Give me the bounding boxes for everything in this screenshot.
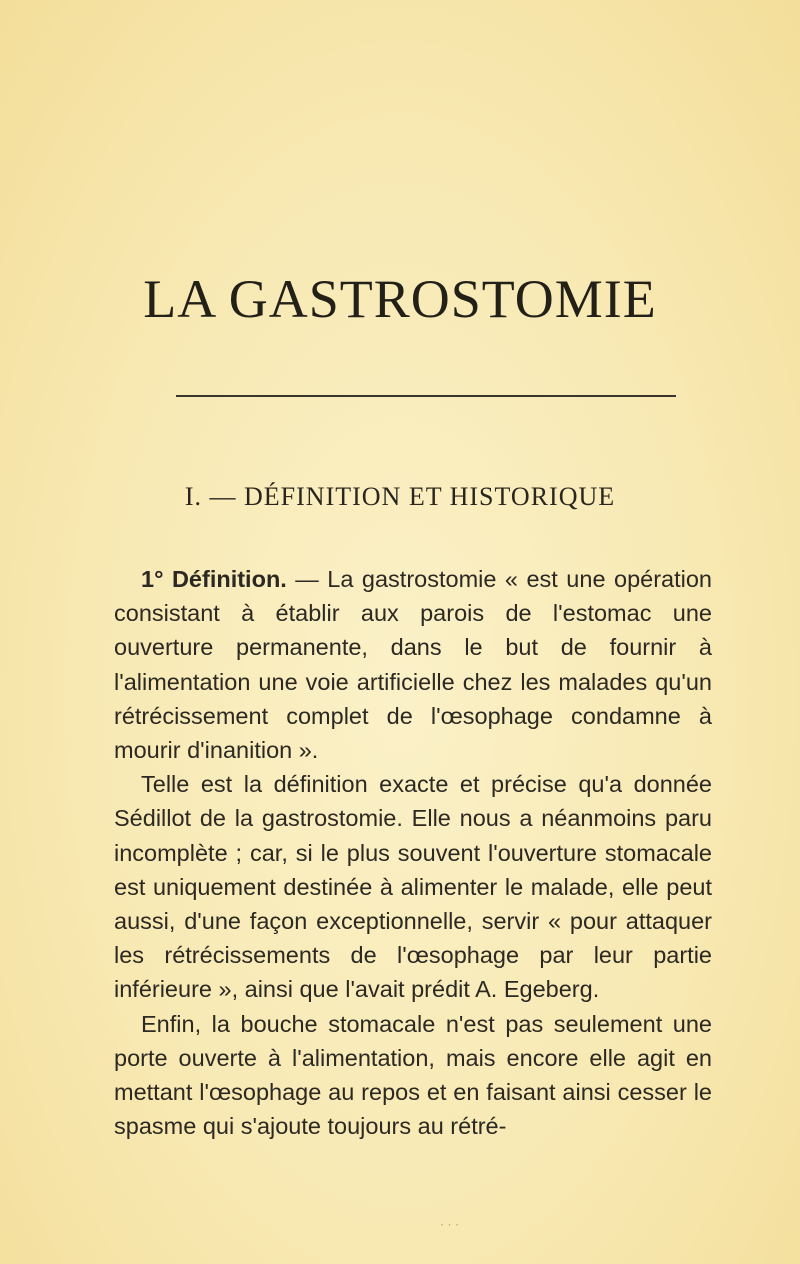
- print-bleed-marks: · · ·: [440, 1218, 460, 1232]
- paragraph-definition: [114, 562, 712, 767]
- paragraph-bouche-stomacale: [114, 1007, 712, 1144]
- body-text: [114, 562, 712, 1143]
- title-divider-rule: [176, 395, 676, 397]
- paragraph-sedillot: [114, 767, 712, 1006]
- section-heading: I. — DÉFINITION ET HISTORIQUE: [184, 482, 616, 511]
- paragraph-text: — La gastrostomie « est une opération consistant à établir aux parois de l'estomac une ouverture permanente, dans le but de fournir à l'alimentation une voie artificielle chez les malades qu'un rétrécissement complet de l'œsophage condamne à mourir d'inanition ».: [114, 566, 712, 764]
- paragraph-lead: 1° Définition.: [141, 566, 287, 592]
- paragraph-text: Telle est la définition exacte et précise qu'a donnée Sédillot de la gastrostomie. Elle nous a néanmoins paru incomplète ; car, si le plus souvent l'ouverture stomacale est uniquement destinée à alimenter le malade, elle peut aussi, d'une façon exceptionnelle, servir « pour attaquer les rétrécissements de l'œsophage par leur partie inférieure », ainsi que l'avait prédit A. Egeberg.: [114, 771, 712, 1003]
- page-title: LA GASTROSTOMIE: [143, 269, 657, 329]
- paragraph-text: Enfin, la bouche stomacale n'est pas seulement une porte ouverte à l'alimentation, mais encore elle agit en mettant l'œsophage au repos et en faisant ainsi cesser le spasme qui s'ajoute toujours au rétré-: [114, 1010, 712, 1140]
